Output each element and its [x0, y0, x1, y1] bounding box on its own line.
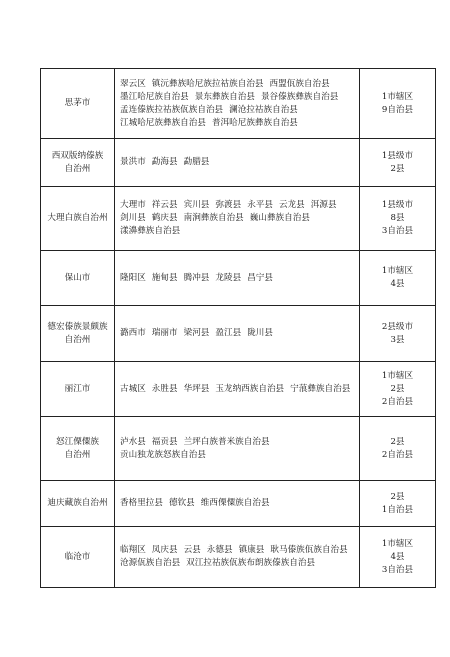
unit-count-line: 4县 — [390, 551, 405, 562]
county-unit: 景洪市 — [120, 157, 146, 167]
unit-count-line: 1市辖区 — [381, 370, 414, 381]
county-unit: 福贡县 — [151, 436, 178, 447]
county-unit: 梁河县 — [183, 328, 210, 338]
prefecture-name-line: 自治州 — [64, 449, 91, 460]
unit-count-line: 2县 — [390, 163, 405, 174]
county-unit: 古城区 — [120, 383, 146, 394]
county-unit: 普洱哈尼族彝族自治县 — [211, 117, 298, 128]
county-units-line — [120, 199, 354, 212]
prefecture-name-line: 思茅市 — [64, 98, 91, 108]
unit-count-cell — [360, 306, 436, 362]
prefecture-name-line: 丽江市 — [64, 383, 91, 394]
prefecture-name-line: 怒江傈僳族 — [56, 436, 99, 447]
unit-count-line: 3自治县 — [381, 226, 414, 236]
county-unit: 洱源县 — [310, 200, 337, 210]
county-units-cell — [115, 527, 360, 588]
county-unit: 云县 — [183, 545, 201, 555]
county-units-cell — [115, 417, 360, 481]
unit-count-line: 1自治县 — [381, 504, 414, 515]
prefecture-name-cell — [41, 362, 115, 417]
county-unit: 沧源佤族自治县 — [120, 558, 181, 568]
prefecture-name-line: 自治州 — [64, 163, 91, 174]
county-unit: 凤庆县 — [151, 545, 178, 555]
county-units-cell — [115, 362, 360, 417]
county-units-line — [120, 156, 354, 169]
prefecture-name-line: 自治州 — [64, 334, 91, 345]
prefecture-name-cell — [41, 527, 115, 588]
county-unit: 泸水县 — [120, 436, 146, 447]
county-units-line — [120, 436, 354, 449]
county-units-cell — [115, 481, 360, 527]
county-unit: 永平县 — [247, 200, 273, 210]
table-row — [41, 481, 436, 527]
county-units-line — [120, 557, 354, 570]
unit-count-line: 1市辖区 — [381, 538, 414, 549]
county-unit: 巍山彝族自治县 — [249, 213, 310, 223]
county-unit: 双江拉祜族佤族布朗族傣族自治县 — [186, 558, 316, 568]
table-body — [41, 69, 436, 588]
unit-count-line: 8县 — [390, 213, 405, 223]
county-unit: 隆阳区 — [120, 272, 146, 283]
unit-count-line: 2县级市 — [381, 321, 414, 332]
prefecture-name-line: 迪庆藏族自治州 — [47, 498, 108, 508]
county-units-line — [120, 117, 354, 130]
county-unit: 瑞丽市 — [151, 328, 178, 338]
unit-count-cell — [360, 251, 436, 306]
county-unit: 昌宁县 — [247, 272, 273, 283]
unit-count-line: 2县 — [390, 491, 405, 502]
county-unit: 鹤庆县 — [151, 213, 178, 223]
unit-count-line: 2县 — [390, 436, 405, 447]
unit-count-cell — [360, 481, 436, 527]
prefecture-name-line: 大理白族自治州 — [47, 213, 108, 223]
county-units-cell — [115, 306, 360, 362]
county-units-cell — [115, 251, 360, 306]
table-row — [41, 362, 436, 417]
county-unit: 勐腊县 — [183, 157, 210, 167]
county-unit: 临翔区 — [120, 545, 146, 555]
unit-count-line: 1市辖区 — [381, 91, 414, 102]
table-row — [41, 527, 436, 588]
unit-count-line: 1县级市 — [381, 200, 414, 210]
prefecture-name-cell — [41, 187, 115, 251]
county-unit: 兰坪白族普米族自治县 — [183, 436, 270, 447]
prefecture-name-cell — [41, 69, 115, 139]
county-unit: 龙陵县 — [215, 272, 242, 283]
administrative-division-table — [40, 68, 436, 588]
county-unit: 耿马傣族佤族自治县 — [270, 545, 348, 555]
county-units-cell — [115, 187, 360, 251]
county-units-line — [120, 78, 354, 91]
county-unit: 镇沅彝族哈尼族拉祜族自治县 — [151, 78, 264, 89]
unit-count-cell — [360, 362, 436, 417]
county-units-line — [120, 272, 354, 285]
county-unit: 维西傈僳族自治县 — [200, 498, 270, 508]
county-unit: 云龙县 — [278, 200, 305, 210]
county-unit: 景谷傣族彝族自治县 — [260, 91, 339, 102]
county-unit: 盈江县 — [215, 328, 242, 338]
county-unit: 宁蒗彝族自治县 — [290, 383, 351, 394]
prefecture-name-cell — [41, 251, 115, 306]
unit-count-line: 2自治县 — [381, 396, 414, 407]
prefecture-name-cell — [41, 417, 115, 481]
unit-count-cell — [360, 139, 436, 187]
table-row — [41, 306, 436, 362]
unit-count-line: 4县 — [390, 279, 405, 289]
table-row — [41, 417, 436, 481]
unit-count-line: 2县 — [390, 383, 405, 394]
county-unit: 玉龙纳西族自治县 — [215, 383, 285, 394]
prefecture-name-line: 临沧市 — [64, 551, 91, 562]
county-unit: 景东彝族自治县 — [194, 91, 255, 102]
county-unit: 镇康县 — [238, 545, 265, 555]
county-unit: 弥渡县 — [215, 200, 242, 210]
county-unit: 大理市 — [120, 200, 146, 210]
county-unit: 施甸县 — [151, 272, 178, 283]
unit-count-line: 3县 — [390, 334, 405, 345]
prefecture-name-line: 西双版纳傣族 — [51, 150, 104, 161]
county-unit: 潞西市 — [120, 328, 146, 338]
county-unit: 墨江哈尼族自治县 — [120, 91, 189, 102]
unit-count-line: 1县级市 — [381, 150, 414, 161]
unit-count-cell — [360, 527, 436, 588]
county-units-line — [120, 497, 354, 510]
county-unit: 江城哈尼族彝族自治县 — [120, 117, 206, 128]
county-unit: 永胜县 — [151, 383, 178, 394]
county-unit: 翠云区 — [120, 78, 146, 89]
county-unit: 贡山独龙族怒族自治县 — [120, 449, 206, 460]
county-units-line — [120, 327, 354, 340]
unit-count-cell — [360, 187, 436, 251]
unit-count-cell — [360, 417, 436, 481]
county-unit: 孟连傣族拉祜族佤族自治县 — [120, 104, 224, 115]
county-unit: 陇川县 — [247, 328, 273, 338]
county-units-cell — [115, 69, 360, 139]
county-units-line — [120, 91, 354, 104]
county-unit: 祥云县 — [151, 200, 178, 210]
county-units-line — [120, 449, 354, 462]
county-units-line — [120, 104, 354, 117]
county-units-line — [120, 544, 354, 557]
division-table-page — [40, 68, 418, 588]
unit-count-line: 1市辖区 — [381, 266, 414, 276]
county-unit: 腾冲县 — [183, 272, 210, 283]
county-unit: 宾川县 — [183, 200, 210, 210]
county-unit: 南涧彝族自治县 — [183, 213, 244, 223]
table-row — [41, 139, 436, 187]
prefecture-name-line: 德宏傣族景颇族 — [47, 321, 108, 332]
county-unit: 德钦县 — [168, 498, 195, 508]
table-row — [41, 187, 436, 251]
county-unit: 剑川县 — [120, 213, 146, 223]
table-row — [41, 69, 436, 139]
unit-count-cell — [360, 69, 436, 139]
county-unit: 香格里拉县 — [120, 498, 163, 508]
table-row — [41, 251, 436, 306]
unit-count-line: 3自治县 — [381, 564, 414, 575]
prefecture-name-cell — [41, 139, 115, 187]
prefecture-name-line: 保山市 — [64, 272, 91, 283]
county-unit: 漾濞彝族自治县 — [120, 226, 181, 236]
county-units-cell — [115, 139, 360, 187]
county-units-line — [120, 225, 354, 238]
unit-count-line: 9自治县 — [381, 104, 414, 115]
county-unit: 永德县 — [206, 545, 233, 555]
county-units-line — [120, 383, 354, 396]
county-units-line — [120, 212, 354, 225]
county-unit: 西盟佤族自治县 — [269, 78, 330, 89]
prefecture-name-cell — [41, 481, 115, 527]
unit-count-line: 2自治县 — [381, 449, 414, 460]
county-unit: 澜沧拉祜族自治县 — [229, 104, 298, 115]
county-unit: 勐海县 — [151, 157, 178, 167]
prefecture-name-cell — [41, 306, 115, 362]
county-unit: 华坪县 — [183, 383, 210, 394]
